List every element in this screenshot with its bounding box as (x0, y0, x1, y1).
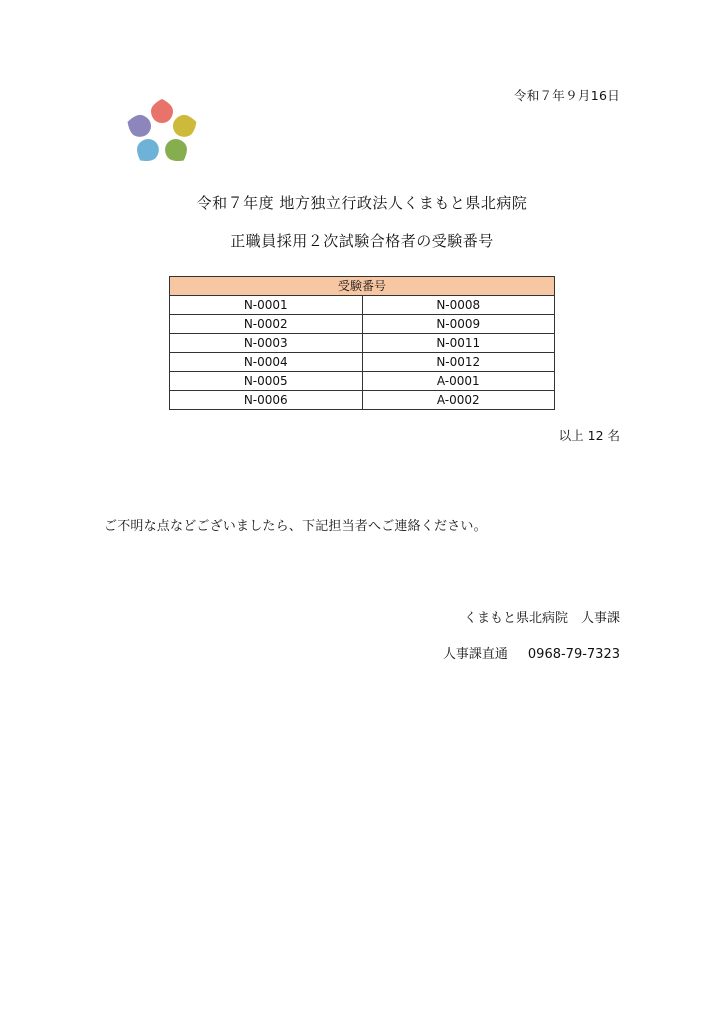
table-row (170, 372, 555, 391)
contact-phone (443, 643, 620, 662)
exam-number-cell: N-0011 (362, 334, 555, 353)
exam-number-table (169, 276, 555, 410)
table-header-row (170, 277, 555, 296)
exam-number-cell: N-0012 (362, 353, 555, 372)
phone-number: 0968-79-7323 (527, 647, 620, 662)
exam-number-cell: N-0005 (170, 372, 363, 391)
contact-department: くまもと県北病院 人事課 (463, 611, 620, 626)
exam-number-cell: N-0008 (362, 296, 555, 315)
document-date: 令和７年９月16日 (513, 88, 620, 103)
table-row (170, 353, 555, 372)
exam-number-cell: N-0002 (170, 315, 363, 334)
total-count: 以上 12 名 (558, 428, 620, 443)
table-row (170, 315, 555, 334)
logo-petal (131, 135, 163, 167)
table-row (170, 334, 555, 353)
logo-petal (161, 135, 193, 167)
exam-number-cell: N-0003 (170, 334, 363, 353)
document-subtitle: 正職員採用２次試験合格者の受験番号 (230, 232, 494, 250)
table-header-cell: 受験番号 (170, 277, 555, 296)
exam-number-cell: N-0006 (170, 391, 363, 410)
phone-label: 人事課直通 (442, 647, 508, 662)
logo-petal (170, 112, 200, 140)
exam-number-cell: N-0001 (170, 296, 363, 315)
logo-petal (124, 112, 154, 140)
contact-notice: ご不明な点などございましたら、下記担当者へご連絡ください。 (104, 519, 487, 534)
exam-number-cell: N-0009 (362, 315, 555, 334)
table-row (170, 391, 555, 410)
hospital-logo (124, 96, 200, 168)
table-row (170, 296, 555, 315)
logo-petal (151, 99, 173, 123)
exam-number-cell: N-0004 (170, 353, 363, 372)
exam-number-cell: A-0001 (362, 372, 555, 391)
document-title: 令和７年度 地方独立行政法人くまもと県北病院 (196, 194, 528, 212)
exam-number-cell: A-0002 (362, 391, 555, 410)
